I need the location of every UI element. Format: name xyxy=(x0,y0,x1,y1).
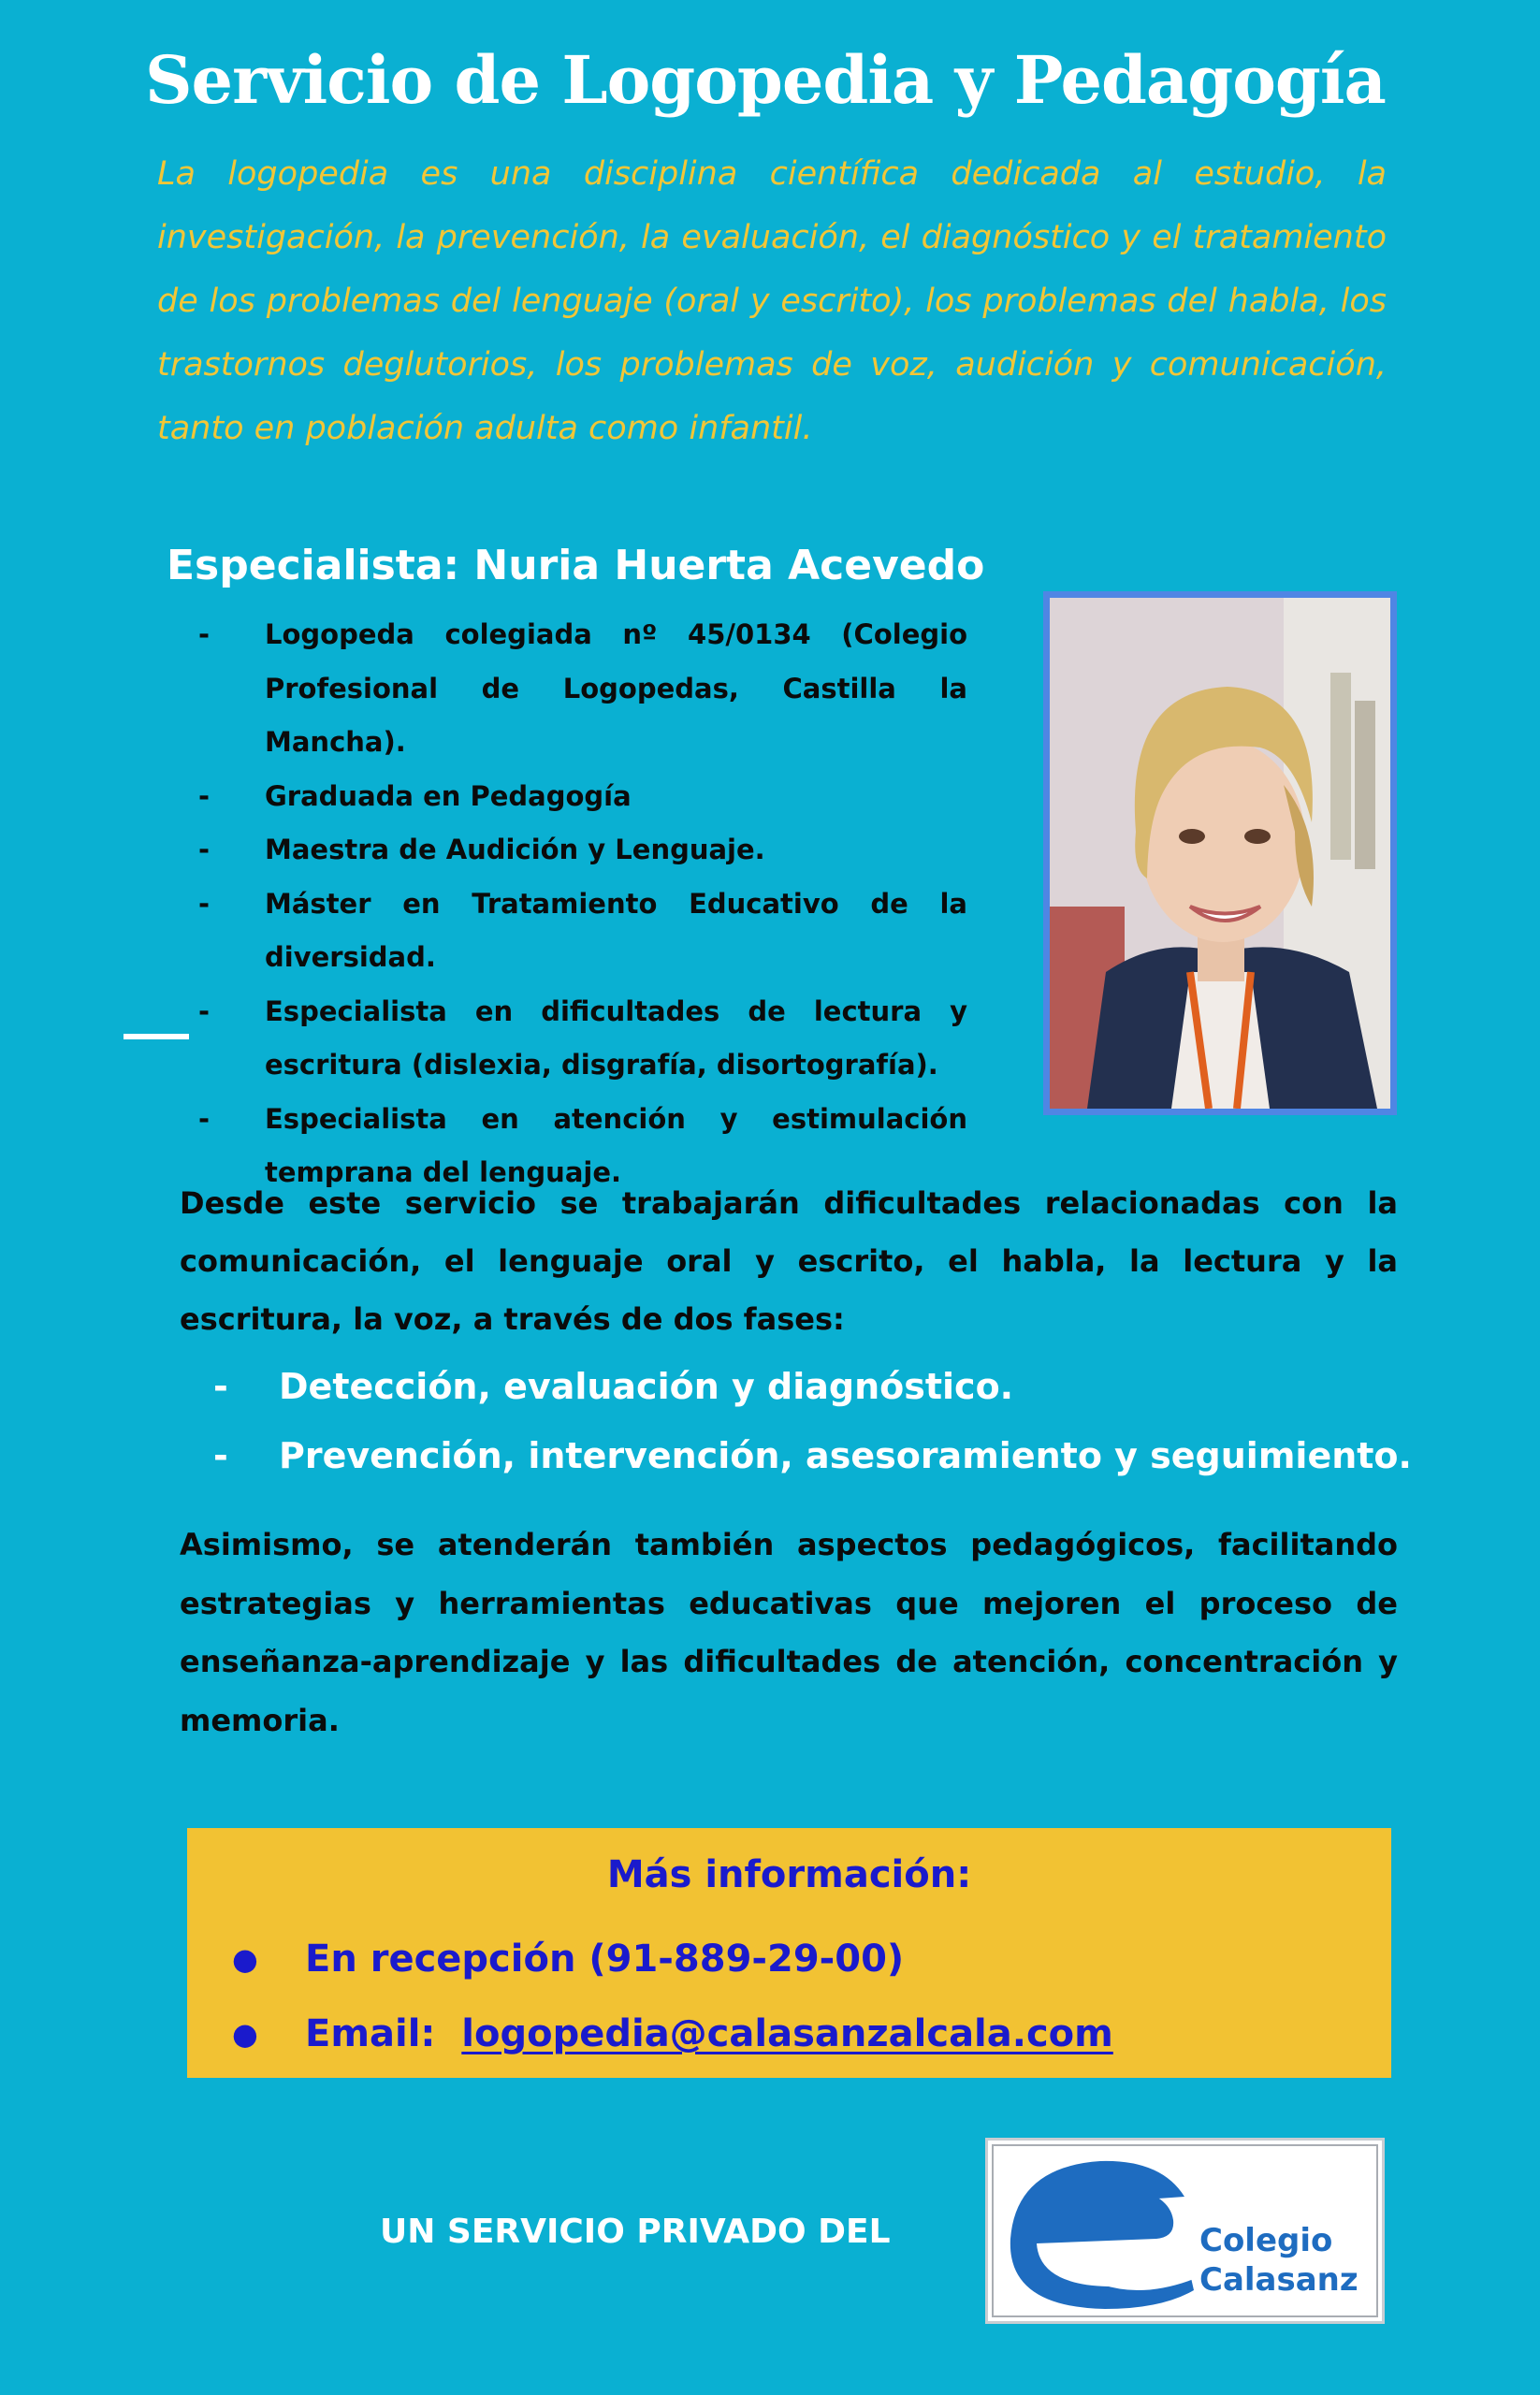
bullet-icon: ● xyxy=(232,2016,258,2052)
specialist-photo xyxy=(1043,591,1397,1115)
portrait-image xyxy=(1050,598,1390,1109)
dash-bullet: - xyxy=(213,1435,228,1476)
info-title: Más información: xyxy=(606,1853,972,1896)
dash-bullet: - xyxy=(213,1366,228,1407)
credential-text: Graduada en Pedagogía xyxy=(265,779,632,812)
credential-item xyxy=(198,608,967,770)
credentials-list xyxy=(198,608,967,1200)
credential-item xyxy=(198,823,967,878)
contact-reception xyxy=(232,1922,1113,1996)
credential-item xyxy=(198,985,967,1093)
dash-bullet: - xyxy=(198,618,211,650)
credential-item xyxy=(198,770,967,824)
logo-line-1: Colegio xyxy=(1199,2222,1333,2259)
specialist-heading: Especialista: Nuria Huerta Acevedo xyxy=(167,542,985,589)
credential-text: Máster en Tratamiento Educativo de la diversidad. xyxy=(265,887,967,973)
calasanz-e-icon xyxy=(997,2150,1203,2314)
contact-email xyxy=(232,1996,1113,2071)
intro-paragraph: La logopedia es una disciplina científica dedicada al estudio, la investigación, la prevención, la evaluación, el diagnóstico y el tratamiento de los problemas del lenguaje (oral y escrito), los problemas del habla, los trastornos deglutorios, los problemas de voz, audición y comunicación, tanto en población adulta como infantil. xyxy=(157,155,1387,447)
dash-bullet: - xyxy=(198,834,211,865)
logo-text xyxy=(1199,2221,1358,2300)
phase-item xyxy=(213,1352,1430,1421)
pedagogy-paragraph: Asimismo, se atenderán también aspectos pedagógicos, facilitando estrategias y herramientas educativas que mejoren el proceso de enseñanza-aprendizaje y las dificultades de atención, concentración y memoria. xyxy=(180,1527,1398,1738)
dash-bullet: - xyxy=(198,887,211,920)
dash-bullet: - xyxy=(198,1102,211,1135)
credential-text: Logopeda colegiada nº 45/0134 (Colegio Profesional de Logopedas, Castilla la Mancha). xyxy=(265,618,967,758)
reception-text: En recepción (91-889-29-00) xyxy=(305,1938,905,1981)
credential-text: Maestra de Audición y Lenguaje. xyxy=(265,834,765,865)
phase-text: Detección, evaluación y diagnóstico. xyxy=(279,1366,1014,1407)
info-box xyxy=(187,1828,1391,2078)
bullet-icon: ● xyxy=(232,1941,258,1977)
page-title: Servicio de Logopedia y Pedagogía xyxy=(145,41,1386,119)
colegio-calasanz-logo xyxy=(985,2138,1385,2324)
phases-list xyxy=(213,1352,1430,1490)
credential-item xyxy=(198,878,967,985)
dash-bullet: - xyxy=(198,994,211,1027)
email-link[interactable]: logopedia@calasanzalcala.com xyxy=(461,2012,1113,2055)
service-paragraph: Desde este servicio se trabajarán dificultades relacionadas con la comunicación, el lenguaje oral y escrito, el habla, la lectura y la escritura, la voz, a través de dos fases: xyxy=(180,1185,1398,1337)
contact-list xyxy=(232,1922,1113,2071)
credential-text: Especialista en atención y estimulación temprana del lenguaje. xyxy=(265,1102,967,1188)
decorative-dash xyxy=(123,1034,189,1039)
phase-item xyxy=(213,1421,1430,1490)
footer-text: UN SERVICIO PRIVADO DEL xyxy=(380,2213,891,2251)
logo-line-2: Calasanz xyxy=(1199,2261,1358,2299)
credential-text: Especialista en dificultades de lectura y escritura (dislexia, disgrafía, disortografía). xyxy=(265,994,967,1081)
email-label: Email: xyxy=(305,2012,436,2055)
dash-bullet: - xyxy=(198,779,211,812)
phase-text: Prevención, intervención, asesoramiento y seguimiento. xyxy=(279,1435,1412,1476)
